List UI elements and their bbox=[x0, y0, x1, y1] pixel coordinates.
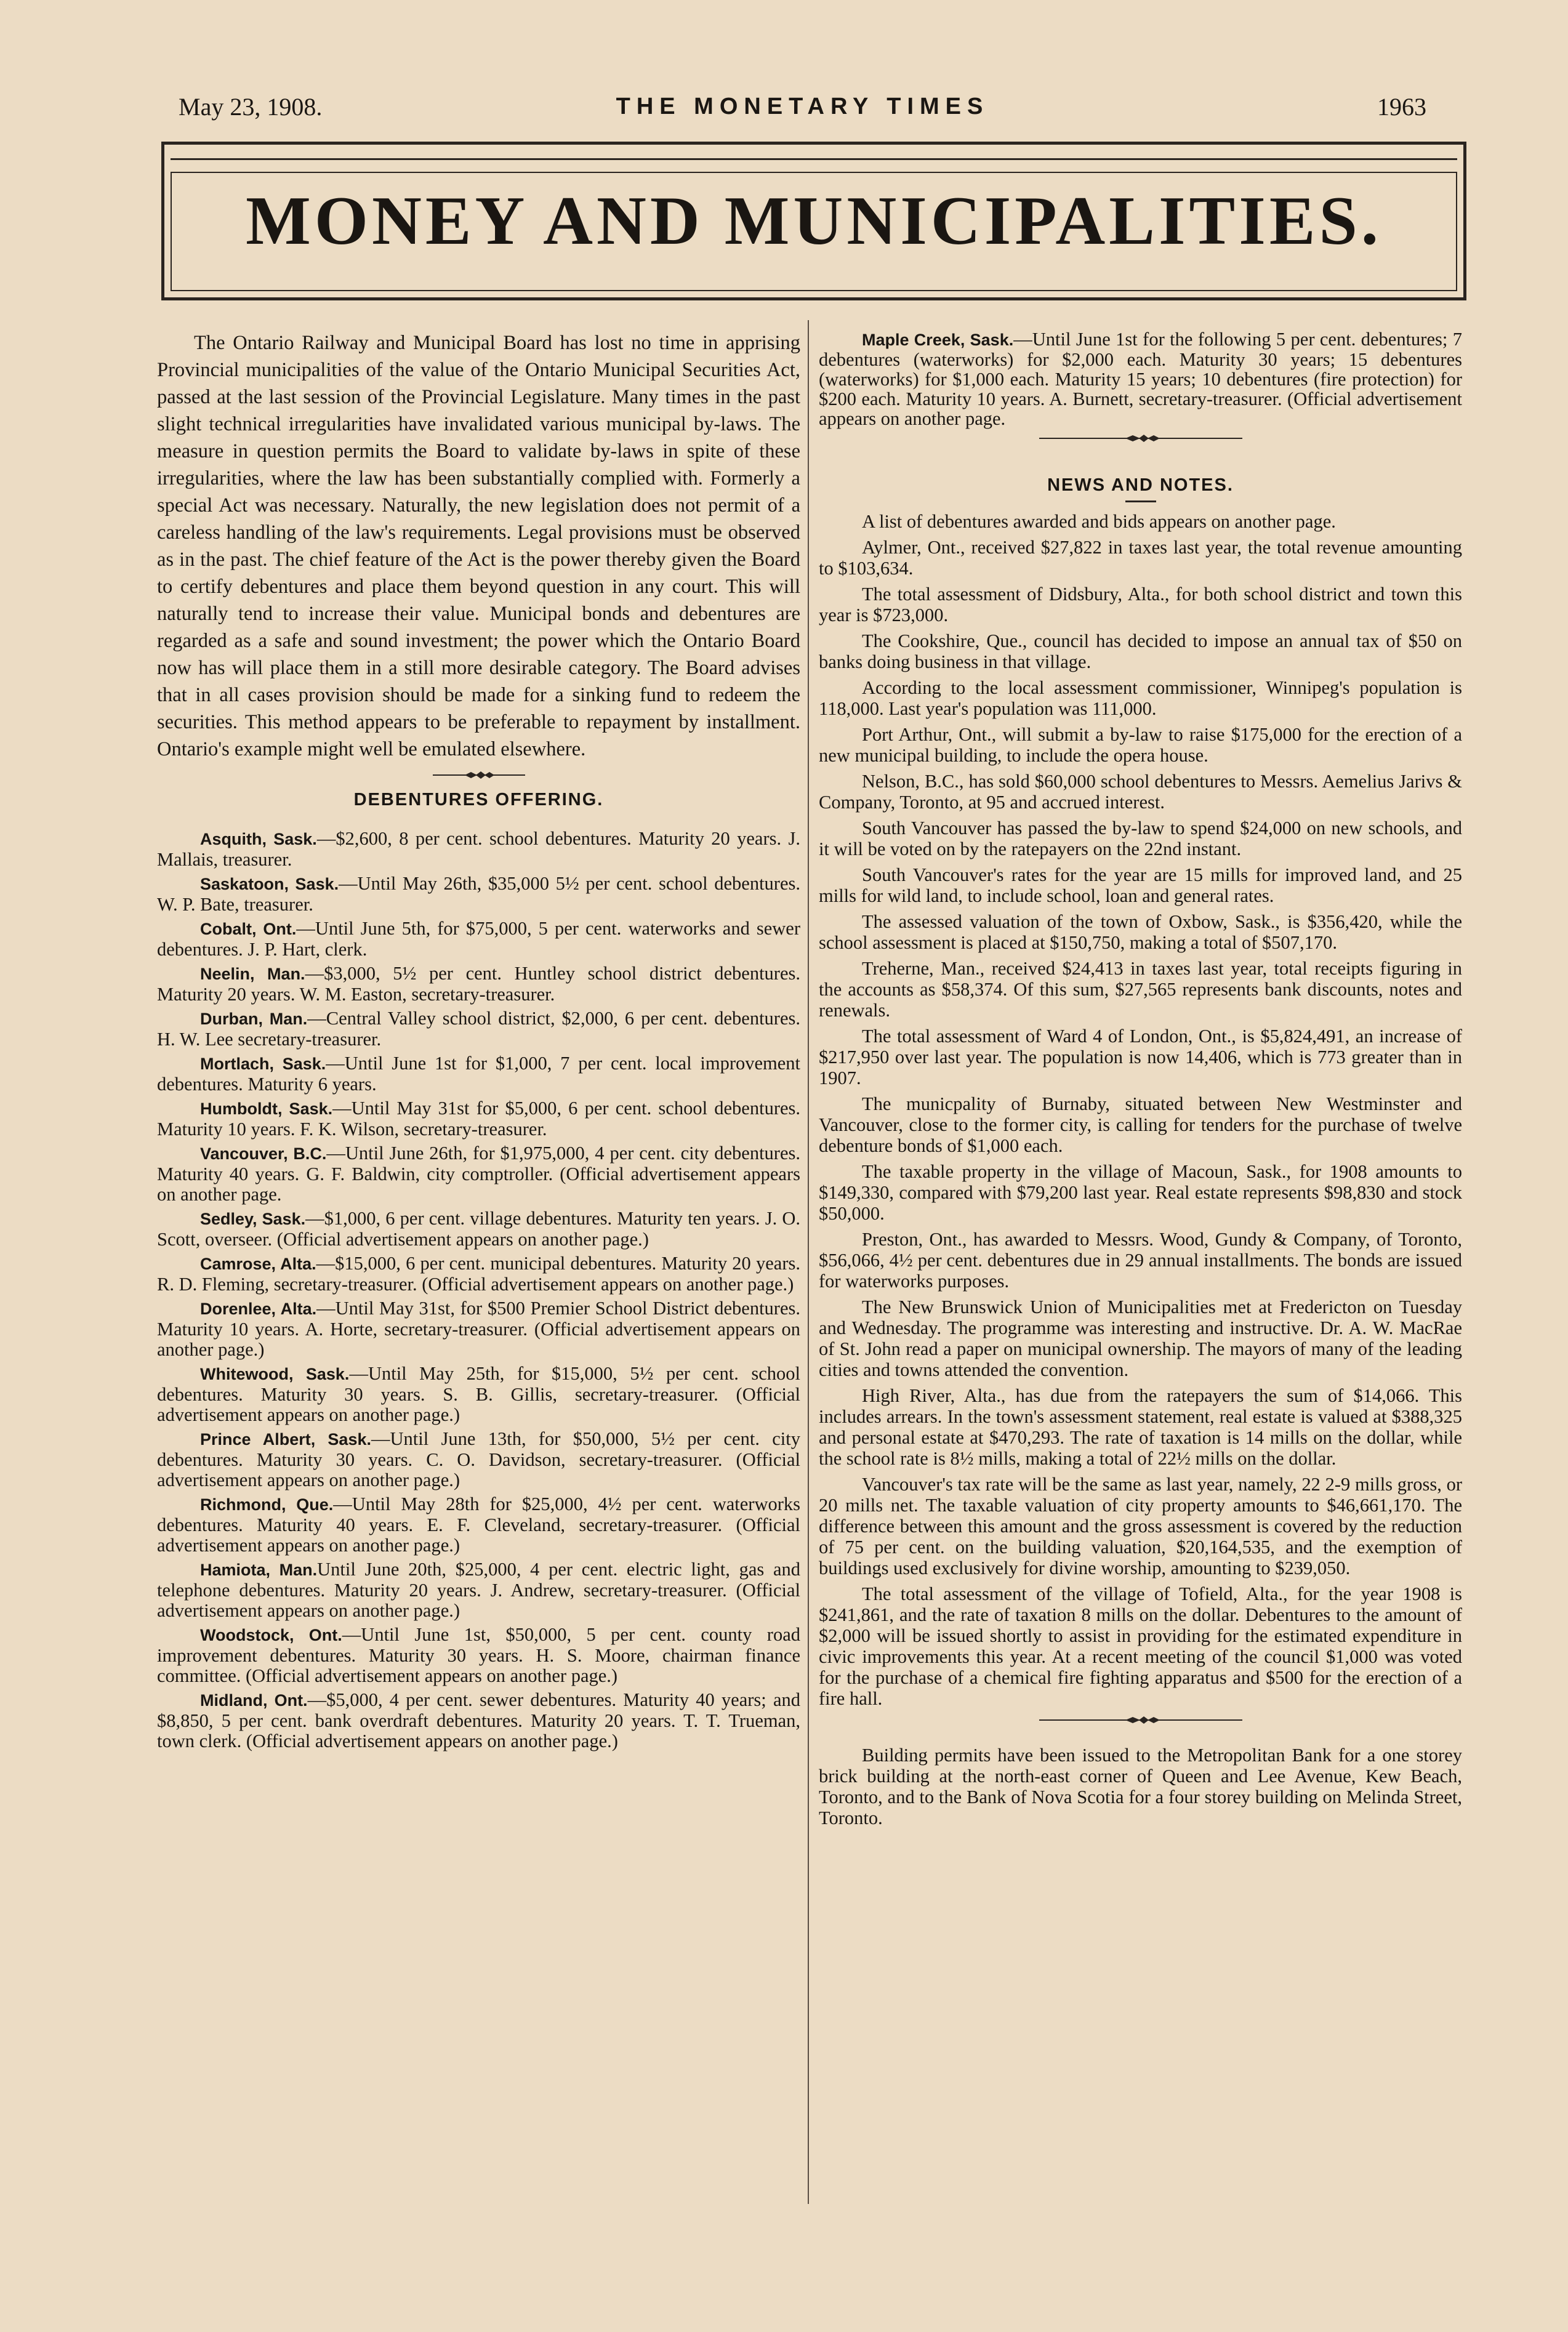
debenture-item bbox=[157, 874, 800, 915]
news-item: South Vancouver has passed the by-law to spend $24,000 on new schools, and it will be voted on by the ratepayers on the 22nd instant. bbox=[819, 818, 1462, 859]
item-text: —$2,600, 8 per cent. school debentures. Maturity 20 years. J. Mallais, treasurer. bbox=[157, 828, 800, 870]
debenture-item bbox=[157, 1690, 800, 1751]
ornament-divider bbox=[157, 769, 800, 787]
item-text: —Until June 1st for the following 5 per cent. debentures; 7 debentures (waterworks) for $2,000 each. Maturity 30 years; 15 debentures (waterworks) for $1,000 each. Maturity 15 years; 10 debentures (fire protection) for $200 each. Maturity 10 years. A. Burnett, secretary-treasurer. (Official advertisement appears on another page. bbox=[819, 329, 1462, 429]
item-place: Prince Albert, Sask. bbox=[200, 1430, 371, 1449]
page-number: 1963 bbox=[1377, 93, 1426, 121]
debenture-item bbox=[157, 1143, 800, 1205]
item-text: —Until May 31st, for $500 Premier School District debentures. Maturity 10 years. A. Horte, secretary-treasurer. (Official advertisement appears on another page.) bbox=[157, 1298, 800, 1360]
debenture-item bbox=[157, 1559, 800, 1621]
item-place: Woodstock, Ont. bbox=[200, 1626, 342, 1644]
news-item: The assessed valuation of the town of Oxbow, Sask., is $356,420, while the school assessment is placed at $150,750, making a total of $507,170. bbox=[819, 911, 1462, 953]
debenture-item bbox=[157, 1253, 800, 1295]
debenture-item bbox=[157, 919, 800, 960]
news-list bbox=[819, 511, 1462, 1709]
item-place: Sedley, Sask. bbox=[200, 1210, 306, 1228]
maple-creek-item bbox=[819, 329, 1462, 428]
heading-rule bbox=[1125, 501, 1156, 502]
item-text: —$15,000, 6 per cent. municipal debentures. Maturity 20 years. R. D. Fleming, secretary-treasurer. (Official advertisement appears on another page.) bbox=[157, 1253, 800, 1295]
item-text: —Until June 13th, for $50,000, 5½ per cent. city debentures. Maturity 30 years. C. O. Davidson, secretary-treasurer. (Official advertisement appears on another page.) bbox=[157, 1428, 800, 1490]
item-place: Richmond, Que. bbox=[200, 1495, 334, 1514]
column-divider bbox=[808, 320, 809, 2204]
item-place: Midland, Ont. bbox=[200, 1691, 308, 1710]
closing-paragraph: Building permits have been issued to the Metropolitan Bank for a one storey brick building at the north-east corner of Queen and Lee Avenue, Kew Beach, Toronto, and to the Bank of Nova Scotia for a four storey building on Melinda Street, Toronto. bbox=[819, 1745, 1462, 1828]
news-item: Preston, Ont., has awarded to Messrs. Wood, Gundy & Company, of Toronto, $56,066, 4½ per cent. debentures due in 29 annual installments. The bonds are issued for waterworks purposes. bbox=[819, 1229, 1462, 1292]
debenture-item bbox=[157, 1208, 800, 1250]
item-place: Mortlach, Sask. bbox=[200, 1055, 326, 1073]
item-text: Until June 20th, $25,000, 4 per cent. electric light, gas and telephone debentures. Maturity 20 years. J. Andrew, secretary-treasurer. (Official advertisement appears on another page.) bbox=[157, 1559, 801, 1621]
item-place: Humboldt, Sask. bbox=[200, 1100, 333, 1118]
news-item: Port Arthur, Ont., will submit a by-law to raise $175,000 for the erection of a new municipal building, to include the opera house. bbox=[819, 724, 1462, 766]
news-item: The municpality of Burnaby, situated between New Westminster and Vancouver, close to the former city, is calling for tenders for the purchase of twelve debenture bonds of $1,000 each. bbox=[819, 1093, 1462, 1156]
ornament-divider bbox=[819, 1714, 1462, 1736]
intro-paragraph: The Ontario Railway and Municipal Board has lost no time in apprising Provincial municipalities of the value of the Ontario Municipal Securities Act, passed at the last session of the Provincial Legislature. Many times in the past slight technical irregularities have invalidated various municipal by-laws. The measure in question permits the Board to validate by-laws in spite of these irregularities, where the law has been substantially complied with. Formerly a special Act was necessary. Naturally, the new legislation does not permit of a careless handling of the law's requirements. Legal provisions must be observed as in the past. The chief feature of the Act is the power thereby given the Board to certify debentures and place them beyond question in any court. This will naturally tend to increase their value. Municipal bonds and debentures are regarded as a safe and sound investment; the power which the Ontario Board now has will place them in a still more desirable category. The Board advises that in all cases provision should be made for a sinking fund to redeem the securities. This method appears to be preferable to repayment by installment. Ontario's example might well be emulated elsewhere. bbox=[157, 332, 800, 760]
item-text: —Until June 1st for $1,000, 7 per cent. local improvement debentures. Maturity 6 years. bbox=[157, 1053, 800, 1095]
debenture-item bbox=[157, 1008, 800, 1050]
item-place: Maple Creek, Sask. bbox=[862, 331, 1014, 349]
item-place: Whitewood, Sask. bbox=[200, 1365, 350, 1383]
debenture-item bbox=[157, 1429, 800, 1490]
section-banner bbox=[161, 142, 1466, 300]
debentures-heading: DEBENTURES OFFERING. bbox=[353, 790, 604, 810]
item-place: Hamiota, Man. bbox=[200, 1561, 318, 1579]
item-place: Dorenlee, Alta. bbox=[200, 1300, 317, 1318]
item-text: —Central Valley school district, $2,000, 6 per cent. debentures. H. W. Lee secretary-treasurer. bbox=[157, 1008, 800, 1050]
item-text: —Until May 31st for $5,000, 6 per cent. school debentures. Maturity 10 years. F. K. Wilson, secretary-treasurer. bbox=[157, 1098, 801, 1140]
journal-title: THE MONETARY TIMES bbox=[616, 94, 989, 119]
item-place: Saskatoon, Sask. bbox=[200, 875, 339, 893]
debentures-list bbox=[157, 829, 800, 1751]
item-text: —$3,000, 5½ per cent. Huntley school district debentures. Maturity 20 years. W. M. Easton, secretary-treasurer. bbox=[157, 963, 800, 1005]
ornament-divider bbox=[819, 432, 1462, 451]
item-text: —$1,000, 6 per cent. village debentures. Maturity ten years. J. O. Scott, overseer. (Official advertisement appears on another page.) bbox=[157, 1208, 800, 1250]
debenture-item bbox=[157, 1098, 800, 1140]
news-item: The total assessment of Didsbury, Alta., for both school district and town this year is $723,000. bbox=[819, 584, 1462, 625]
news-item: A list of debentures awarded and bids appears on another page. bbox=[862, 511, 1336, 532]
debenture-item bbox=[157, 829, 800, 870]
news-item: Aylmer, Ont., received $27,822 in taxes last year, the total revenue amounting to $103,634. bbox=[819, 537, 1462, 579]
item-text: —Until May 28th for $25,000, 4½ per cent. waterworks debentures. Maturity 40 years. E. F. Cleveland, secretary-treasurer. (Official advertisement appears on another page.) bbox=[157, 1494, 800, 1556]
item-place: Neelin, Man. bbox=[200, 965, 305, 983]
debenture-item bbox=[157, 1364, 800, 1425]
news-item: The taxable property in the village of Macoun, Sask., for 1908 amounts to $149,330, compared with $79,200 last year. Real estate represents $98,830 and stock $50,000. bbox=[819, 1161, 1462, 1224]
news-heading: NEWS AND NOTES. bbox=[1047, 475, 1234, 495]
news-item: Treherne, Man., received $24,413 in taxes last year, total receipts figuring in the accounts as $58,374. Of this sum, $27,565 represents bank discounts, notes and renewals. bbox=[819, 958, 1462, 1021]
debenture-item bbox=[157, 1494, 800, 1556]
item-place: Camrose, Alta. bbox=[200, 1255, 316, 1273]
news-item: According to the local assessment commissioner, Winnipeg's population is 118,000. Last year's population was 111,000. bbox=[819, 677, 1462, 719]
item-place: Durban, Man. bbox=[200, 1010, 308, 1028]
debenture-item bbox=[157, 963, 800, 1005]
issue-date: May 23, 1908. bbox=[179, 93, 323, 121]
news-item: The New Brunswick Union of Municipalities met at Fredericton on Tuesday and Wednesday. The programme was interesting and instructive. Dr. A. W. MacRae of St. John read a paper on municipal ownership. The mayors of many of the leading cities and towns attended the convention. bbox=[819, 1297, 1462, 1380]
item-text: —Until June 5th, for $75,000, 5 per cent. waterworks and sewer debentures. J. P. Hart, clerk. bbox=[157, 918, 801, 960]
item-text: —Until June 26th, for $1,975,000, 4 per cent. city debentures. Maturity 40 years. G. F. Baldwin, city comptroller. (Official advertisement appears on another page. bbox=[157, 1143, 800, 1205]
right-column bbox=[819, 329, 1462, 1833]
news-item: Nelson, B.C., has sold $60,000 school debentures to Messrs. Aemelius Jarivs & Company, Toronto, at 95 and accrued interest. bbox=[819, 771, 1462, 813]
item-place: Vancouver, B.C. bbox=[200, 1144, 327, 1163]
section-title: MONEY AND MUNICIPALITIES. bbox=[246, 183, 1382, 259]
debenture-item bbox=[157, 1625, 800, 1686]
item-place: Cobalt, Ont. bbox=[200, 920, 297, 938]
news-item: South Vancouver's rates for the year are 15 mills for improved land, and 25 mills for wild land, to include school, loan and general rates. bbox=[819, 864, 1462, 906]
news-item: The Cookshire, Que., council has decided to impose an annual tax of $50 on banks doing business in that village. bbox=[819, 630, 1462, 672]
news-item: High River, Alta., has due from the ratepayers the sum of $14,066. This includes arrears. In the town's assessment statement, real estate is valued at $388,325 and personal estate at $470,293. The rate of taxation is 14 mills on the dollar, while the school rate is 8½ mills, making a total of 22½ mills on the dollar. bbox=[819, 1385, 1462, 1469]
debenture-item bbox=[157, 1298, 800, 1360]
item-text: —Until June 1st, $50,000, 5 per cent. county road improvement debentures. Maturity 30 years. H. S. Moore, chairman finance committee. (Official advertisement appears on another page.) bbox=[157, 1624, 800, 1686]
running-head bbox=[179, 92, 1426, 129]
news-item: Vancouver's tax rate will be the same as last year, namely, 22 2-9 mills gross, or 20 mills net. The taxable valuation of city property amounts to $46,661,170. The difference between this amount and the gross assessment is covered by the reduction of 75 per cent. on the building valuation, $20,164,535, and the exemption of buildings used exclusively for divine worship, amounting to $239,050. bbox=[819, 1474, 1462, 1578]
left-column bbox=[157, 329, 800, 1755]
item-text: —$5,000, 4 per cent. sewer debentures. Maturity 40 years; and $8,850, 5 per cent. bank overdraft debentures. Maturity 20 years. T. T. Trueman, town clerk. (Official advertisement appears on another page.) bbox=[157, 1689, 800, 1751]
item-place: Asquith, Sask. bbox=[200, 830, 317, 848]
item-text: —Until May 26th, $35,000 5½ per cent. school debentures. W. P. Bate, treasurer. bbox=[157, 873, 800, 915]
item-text: —Until May 25th, for $15,000, 5½ per cent. school debentures. Maturity 30 years. S. B. Gillis, secretary-treasurer. (Official advertisement appears on another page.) bbox=[157, 1363, 801, 1425]
news-item: The total assessment of Ward 4 of London, Ont., is $5,824,491, an increase of $217,950 over last year. The population is now 14,406, which is 773 greater than in 1907. bbox=[819, 1026, 1462, 1088]
banner-rule bbox=[171, 158, 1457, 160]
debenture-item bbox=[157, 1053, 800, 1095]
news-item: The total assessment of the village of Tofield, Alta., for the year 1908 is $241,861, and the rate of taxation 8 mills on the dollar. Debentures to the amount of $2,000 will be issued shortly to assist in providing for the estimated expenditure in civic improvements this year. At a recent meeting of the council $1,000 was voted for the purchase of a chemical fire fighting apparatus and $500 for the erection of a fire hall. bbox=[819, 1583, 1462, 1709]
